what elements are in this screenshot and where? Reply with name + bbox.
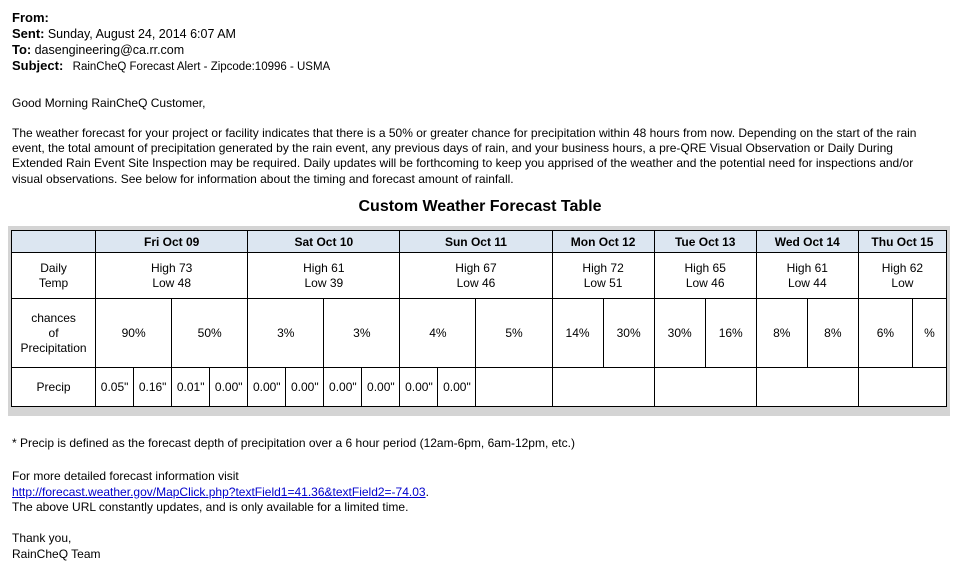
day-header: Mon Oct 12 bbox=[552, 231, 654, 253]
day-header: Thu Oct 15 bbox=[858, 231, 946, 253]
temp-cell bbox=[400, 253, 552, 299]
chance-cell: 30% bbox=[603, 299, 654, 368]
low-temp: Low 46 bbox=[685, 275, 725, 290]
day-header: Sat Oct 10 bbox=[248, 231, 400, 253]
chance-cell: 50% bbox=[172, 299, 248, 368]
sent-label: Sent: bbox=[12, 26, 45, 41]
temp-cell bbox=[858, 253, 946, 299]
to-row bbox=[12, 42, 330, 58]
low-temp: Low 51 bbox=[583, 275, 623, 290]
precip-footnote: * Precip is defined as the forecast depth of precipitation over a 6 hour period (12am-6pm, 6am-12pm, etc.) bbox=[12, 436, 575, 450]
row-label-line: of bbox=[48, 325, 59, 340]
temp-cell bbox=[96, 253, 248, 299]
precip-cell: 0.16" bbox=[134, 368, 172, 407]
high-temp: High 61 bbox=[786, 260, 828, 275]
chance-cell: 90% bbox=[96, 299, 172, 368]
chance-cell: 8% bbox=[807, 299, 858, 368]
chance-cell: % bbox=[912, 299, 946, 368]
chance-cell: 3% bbox=[248, 299, 324, 368]
precip-cell: 0.00" bbox=[362, 368, 400, 407]
body-paragraph: The weather forecast for your project or facility indicates that there is a 50% or greater chance for precipitation within 48 hours from now. Depending on the start of the rain event, the total amount of precipitation generated by the rain event, any previous days of rain, and your business hours, a pre-QRE Visual Observation or Daily During Extended Rain Event Site Inspection may be required. Daily updates will be forthcoming to keep you apprised of the weather and the potential need for inspections and/or visual observations. See below for information about the timing and forecast amount of rainfall. bbox=[12, 126, 917, 186]
more-info-text: For more detailed forecast information visit bbox=[12, 469, 239, 483]
precip-cell: 0.01" bbox=[172, 368, 210, 407]
low-temp: Low 46 bbox=[456, 275, 496, 290]
day-header: Sun Oct 11 bbox=[400, 231, 552, 253]
row-label-precip: Precip bbox=[12, 368, 96, 407]
forecast-link[interactable]: http://forecast.weather.gov/MapClick.php?textField1=41.36&textField2=-74.03 bbox=[12, 484, 426, 499]
chance-cell: 16% bbox=[705, 299, 756, 368]
precip-cell-empty bbox=[476, 368, 552, 407]
to-value: dasengineering@ca.rr.com bbox=[34, 43, 185, 57]
signature: RainCheQ Team bbox=[12, 546, 101, 561]
temp-cell bbox=[756, 253, 858, 299]
day-header: Tue Oct 13 bbox=[654, 231, 756, 253]
chance-cell: 6% bbox=[858, 299, 912, 368]
precip-cell-empty bbox=[756, 368, 858, 407]
link-suffix: . bbox=[425, 484, 429, 499]
low-temp: Low 48 bbox=[152, 275, 192, 290]
high-temp: High 61 bbox=[303, 260, 345, 275]
chance-cell: 14% bbox=[552, 299, 603, 368]
high-temp: High 73 bbox=[150, 260, 193, 275]
precip-cell: 0.00" bbox=[286, 368, 324, 407]
more-info-block bbox=[12, 469, 429, 516]
row-label-line: Precipitation bbox=[20, 340, 87, 355]
greeting: Good Morning RainCheQ Customer, bbox=[12, 96, 206, 110]
chance-row bbox=[12, 299, 947, 368]
precip-cell: 0.00" bbox=[248, 368, 286, 407]
subject-label: Subject: bbox=[12, 58, 64, 73]
day-header: Fri Oct 09 bbox=[96, 231, 248, 253]
sent-value: Sunday, August 24, 2014 6:07 AM bbox=[47, 27, 236, 41]
high-temp: High 72 bbox=[582, 260, 624, 275]
daily-temp-row bbox=[12, 253, 947, 299]
table-title: Custom Weather Forecast Table bbox=[358, 198, 602, 215]
precip-cell: 0.00" bbox=[324, 368, 362, 407]
from-label: From: bbox=[12, 10, 49, 25]
precip-cell: 0.00" bbox=[210, 368, 248, 407]
precip-cell-empty bbox=[654, 368, 756, 407]
precip-row bbox=[12, 368, 947, 407]
link-line bbox=[12, 485, 429, 501]
chance-cell: 30% bbox=[654, 299, 705, 368]
precip-cell: 0.00" bbox=[400, 368, 438, 407]
thanks-text: Thank you, bbox=[12, 531, 72, 545]
subject-value: RainCheQ Forecast Alert - Zipcode:10996 - USMA bbox=[72, 61, 331, 73]
row-label-line: Daily bbox=[40, 260, 67, 275]
url-note: The above URL constantly updates, and is only available for a limited time. bbox=[12, 500, 409, 514]
temp-cell bbox=[552, 253, 654, 299]
chance-cell: 8% bbox=[756, 299, 807, 368]
chance-cell: 3% bbox=[324, 299, 400, 368]
to-label: To: bbox=[12, 42, 32, 57]
precip-cell: 0.05" bbox=[96, 368, 134, 407]
high-temp: High 67 bbox=[455, 260, 497, 275]
row-label-daily-temp bbox=[12, 253, 96, 299]
forecast-table-frame bbox=[8, 226, 950, 416]
temp-cell bbox=[248, 253, 400, 299]
low-temp: Low 44 bbox=[787, 275, 827, 290]
chance-cell: 5% bbox=[476, 299, 552, 368]
temp-cell bbox=[654, 253, 756, 299]
high-temp: High 65 bbox=[684, 260, 726, 275]
forecast-table bbox=[11, 230, 947, 407]
from-row bbox=[12, 10, 330, 26]
day-header: Wed Oct 14 bbox=[756, 231, 858, 253]
email-header bbox=[12, 10, 330, 75]
subject-row bbox=[12, 58, 330, 75]
chance-cell: 4% bbox=[400, 299, 476, 368]
row-label-line: Temp bbox=[38, 275, 69, 290]
low-temp: Low 39 bbox=[304, 275, 344, 290]
day-header-row bbox=[12, 231, 947, 253]
sent-row bbox=[12, 26, 330, 42]
row-label-chances bbox=[12, 299, 96, 368]
precip-cell-empty bbox=[858, 368, 946, 407]
precip-cell: 0.00" bbox=[438, 368, 476, 407]
corner-cell bbox=[12, 231, 96, 253]
low-temp: Low bbox=[891, 275, 914, 290]
precip-cell-empty bbox=[552, 368, 654, 407]
row-label-line: chances bbox=[31, 310, 76, 325]
signoff-block bbox=[12, 531, 101, 562]
high-temp: High 62 bbox=[881, 260, 924, 275]
